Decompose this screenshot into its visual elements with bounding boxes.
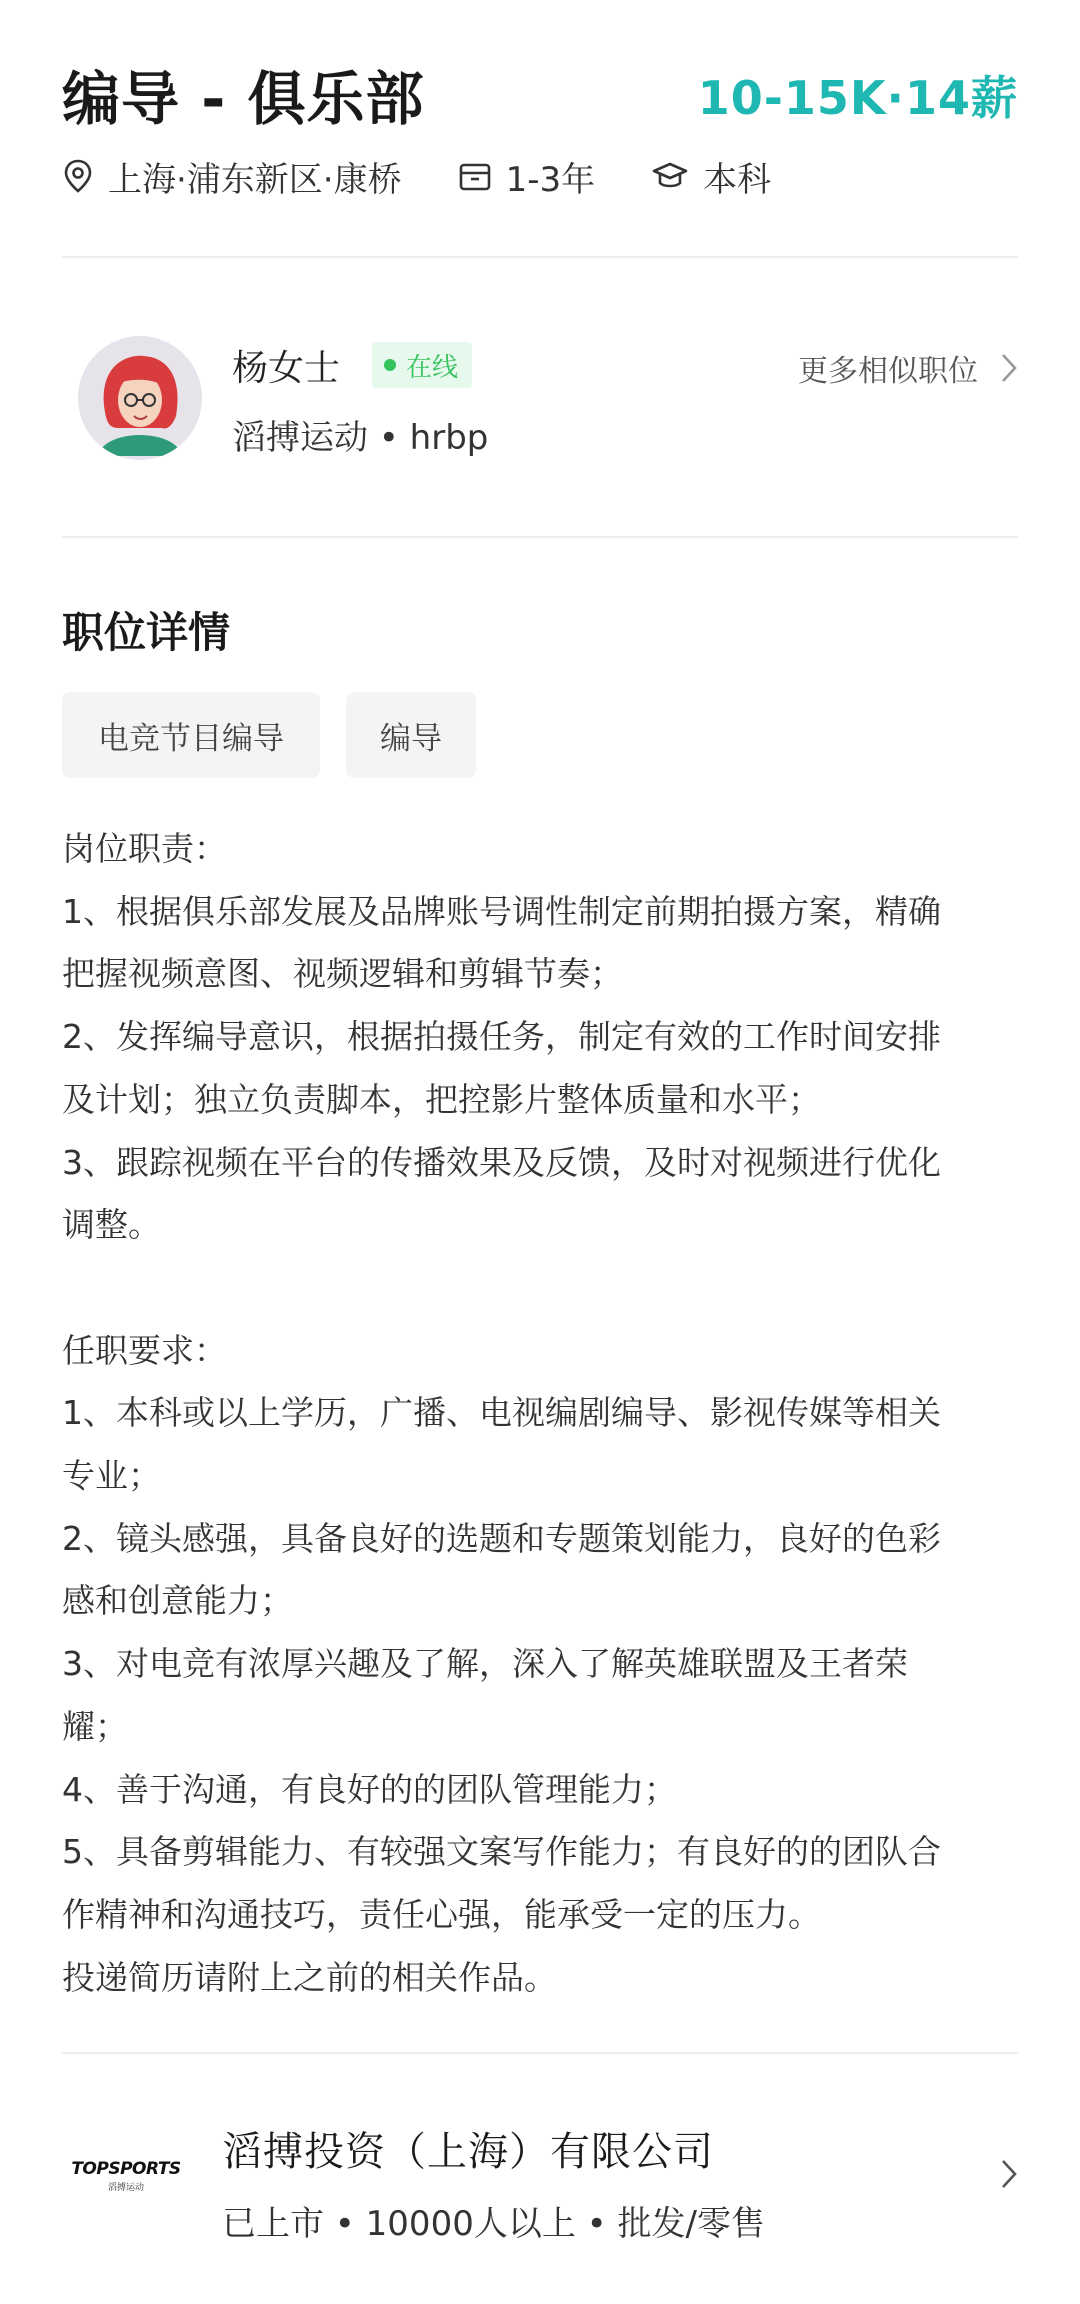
recruiter-subtitle: 滔搏运动 • hrbp — [232, 418, 489, 458]
company-subtitle: 已上市 • 10000人以上 • 批发/零售 — [222, 2204, 765, 2244]
education-meta — [651, 152, 771, 201]
experience-meta — [458, 152, 596, 201]
company-name[interactable]: 滔搏投资（上海）有限公司 — [222, 2129, 714, 2175]
job-description: 岗位职责： 1、根据俱乐部发展及品牌账号调性制定前期拍摄方案，精确 把握视频意图、视频逻辑和剪辑节奏； 2、发挥编导意识，根据拍摄任务，制定有效的工作时间安排 及计划；独立负责脚本，把控影片整体质量和水平； 3、跟踪视频在平台的传播效果及反馈，及时对视频进行优化 调整。 任职要求： 1、本科或以上学历，广播、电视编剧编导、影视传媒等相关 专业； 2、镜头感强，具备良好的选题和专题策划能力，良好的色彩 感和创意能力； 3、对电竞有浓厚兴趣及了解，深入了解英雄联盟及王者荣 耀； 4、善于沟通，有良好的的团队管理能力； 5、具备剪辑能力、有较强文案写作能力；有良好的的团队合 作精神和沟通技巧，责任心强，能承受一定的压力。 投递简历请附上之前的相关作品。 — [62, 829, 941, 1997]
more-similar-jobs-link[interactable] — [798, 346, 1018, 390]
location-meta — [62, 152, 402, 201]
company-chevron[interactable] — [1000, 2158, 1018, 2194]
location-pin-icon — [62, 158, 94, 194]
company-logo[interactable] — [66, 2154, 186, 2198]
online-status-text: 在线 — [406, 352, 459, 383]
skill-tag[interactable]: 电竞节目编导 — [62, 692, 320, 778]
recruiter-name: 杨女士 — [232, 348, 341, 389]
experience-text: 1-3年 — [505, 159, 596, 200]
avatar[interactable] — [78, 336, 202, 460]
job-meta — [62, 148, 827, 204]
chevron-right-icon — [1000, 352, 1018, 384]
company-logo-subtext: 滔搏运动 — [107, 2183, 144, 2193]
divider — [62, 256, 1018, 258]
education-text: 本科 — [703, 159, 772, 200]
more-similar-jobs-label: 更多相似职位 — [798, 354, 978, 389]
company-logo-text: TOPSPORTS — [71, 2159, 181, 2179]
job-title: 编导 - 俱乐部 — [62, 65, 425, 133]
skill-tag[interactable]: 编导 — [346, 692, 476, 778]
divider — [62, 2052, 1018, 2054]
online-dot-icon — [384, 359, 396, 371]
location-text: 上海·浦东新区·康桥 — [108, 159, 402, 200]
chevron-right-icon — [1000, 2158, 1018, 2190]
section-title-job-details: 职位详情 — [62, 608, 231, 657]
briefcase-icon — [458, 160, 492, 192]
divider — [62, 536, 1018, 538]
salary-label: 10-15K·14薪 — [697, 71, 1018, 125]
online-status-badge — [372, 342, 472, 388]
graduation-cap-icon — [651, 160, 689, 192]
